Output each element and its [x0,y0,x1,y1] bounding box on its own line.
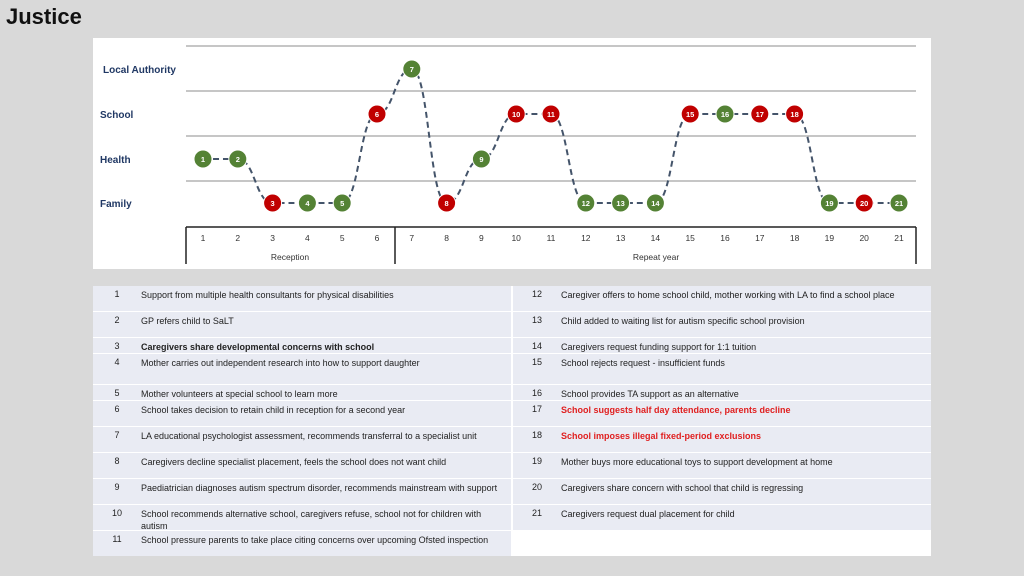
timeline-tick-label: 12 [581,233,591,243]
legend-description: School takes decision to retain child in reception for a second year [141,405,406,415]
journey-diagram [93,38,931,269]
legend-description: Child added to waiting list for autism specific school provision [561,316,805,326]
legend-number: 12 [531,289,542,299]
event-number: 7 [409,65,414,74]
legend-description: School pressure parents to take place citing concerns over upcoming Ofsted inspection [141,535,489,545]
lane-label: Health [100,155,131,166]
legend-number: 7 [114,430,120,440]
legend-number: 3 [114,341,120,351]
legend-row [513,385,931,400]
legend-number: 1 [114,289,120,299]
event-marker [507,105,525,123]
legend-description: Mother volunteers at special school to learn more [141,389,338,399]
event-number: 14 [651,199,660,208]
event-number: 1 [200,155,206,164]
timeline-tick-label: 10 [511,233,521,243]
legend-number: 13 [531,315,542,325]
legend-description: Caregivers share developmental concerns with school [141,342,375,352]
legend-row [513,338,931,353]
event-number: 6 [374,110,380,119]
legend-row [93,385,511,400]
timeline-tick-label: 6 [374,233,380,243]
event-marker [890,194,908,212]
legend-description: School suggests half day attendance, parents decline [561,405,791,415]
timeline-tick-label: 9 [479,233,484,243]
timeline-tick-label: 21 [894,233,904,243]
legend-row [93,401,511,426]
legend-row [513,401,931,426]
timeline-tick-label: 5 [339,233,345,243]
timeline-tick-label: 14 [650,233,661,243]
legend-row [513,479,931,504]
event-number: 16 [720,110,730,119]
legend-description: Caregiver offers to home school child, mother working with LA to find a school place [561,290,895,300]
legend-number: 16 [531,388,542,398]
event-marker [194,150,212,168]
legend-number: 20 [531,482,542,492]
event-marker [786,105,804,123]
legend-row [513,427,931,452]
event-marker [542,105,560,123]
legend-description: Caregivers share concern with school that child is regressing [561,483,804,493]
event-number: 8 [444,199,449,208]
period-label-reception: Reception [270,252,310,262]
event-number: 19 [825,199,834,208]
timeline-tick-label: 13 [615,233,626,243]
legend-description: Caregivers decline specialist placement, feels the school does not want child [141,457,447,467]
legend-number: 4 [114,357,120,367]
legend-number: 5 [114,388,120,398]
event-marker [577,194,595,212]
legend-number: 10 [111,508,122,518]
legend-description: School rejects request - insufficient funds [561,358,725,368]
timeline-tick-label: 7 [409,233,415,243]
legend-description: Mother carries out independent research into how to support daughter [141,358,420,368]
legend-description: LA educational psychologist assessment, recommends transferral to a specialist unit [141,431,477,441]
legend-row [93,427,511,452]
event-number: 2 [235,155,240,164]
event-marker [612,194,630,212]
lane-label: Local Authority [103,65,176,76]
event-number: 13 [616,199,625,208]
legend-row [93,312,511,337]
journey-diagram-svg [93,38,931,269]
period-label-repeat-year: Repeat year [632,252,680,262]
event-marker [229,150,247,168]
page-title: Justice [6,4,82,29]
legend-description: School provides TA support as an alternative [561,389,739,399]
event-marker [264,194,282,212]
event-number: 17 [755,110,764,119]
legend-row [93,505,511,530]
legend-row [513,505,931,530]
event-marker [716,105,734,123]
legend-description: School imposes illegal fixed-period exclusions [561,431,762,441]
event-marker [368,105,386,123]
event-number: 5 [340,199,345,208]
event-marker [403,60,421,78]
event-number: 20 [860,199,869,208]
timeline-tick-label: 3 [270,233,275,243]
legend-description: Caregivers request dual placement for child [561,509,735,519]
legend-number: 6 [114,404,120,414]
legend-number: 11 [112,534,122,544]
event-marker [298,194,316,212]
legend-row [513,354,931,384]
legend-row [93,338,511,353]
event-marker [646,194,664,212]
event-number: 10 [512,110,521,119]
legend-number: 21 [531,508,542,518]
legend-description: GP refers child to SaLT [141,316,234,326]
event-number: 18 [790,110,799,119]
legend-description: Caregivers request funding support for 1:1 tuition [561,342,757,352]
timeline-tick-label: 1 [200,233,206,243]
event-number: 9 [479,155,484,164]
timeline-tick-label: 15 [685,233,695,243]
lane-label: School [100,110,134,121]
legend-number: 15 [531,357,542,367]
event-number: 21 [894,199,904,208]
event-legend-table [93,286,931,556]
timeline-tick-label: 16 [720,233,730,243]
timeline-tick-label: 20 [859,233,869,243]
timeline-tick-label: 4 [305,233,310,243]
legend-number: 8 [114,456,120,466]
event-number: 3 [270,199,275,208]
timeline-tick-label: 8 [444,233,449,243]
legend-description: Support from multiple health consultants for physical disabilities [141,290,394,300]
legend-number: 2 [114,315,120,325]
event-number: 4 [305,199,310,208]
legend-row [513,453,931,478]
legend-row [93,354,511,384]
legend-description: Mother buys more educational toys to support development at home [561,457,833,467]
legend-row [93,453,511,478]
timeline-tick-label: 17 [755,233,765,243]
event-marker [333,194,351,212]
timeline-tick-label: 18 [789,233,800,243]
event-number: 12 [581,199,590,208]
legend-description: Paediatrician diagnoses autism spectrum disorder, recommends mainstream with support [141,483,498,493]
legend-number: 9 [114,482,120,492]
lane-label: Family [100,199,132,210]
legend-number: 18 [531,430,542,440]
event-number: 11 [547,110,555,119]
legend-row [513,286,931,311]
legend-row [93,286,511,311]
event-number: 15 [686,110,695,119]
legend-number: 14 [531,341,542,351]
event-marker [472,150,490,168]
event-marker [681,105,699,123]
timeline-tick-label: 2 [235,233,241,243]
event-marker [438,194,456,212]
legend-row [513,312,931,337]
timeline-tick-label: 11 [546,233,556,243]
legend-description: School recommends alternative school, caregivers refuse, school not for children with autism [141,509,482,531]
event-marker [855,194,873,212]
event-marker [751,105,769,123]
timeline-tick-label: 19 [824,233,835,243]
legend-row [93,479,511,504]
legend-number: 17 [531,404,542,414]
legend-number: 19 [531,456,542,466]
legend-row [93,531,511,556]
event-marker [820,194,838,212]
